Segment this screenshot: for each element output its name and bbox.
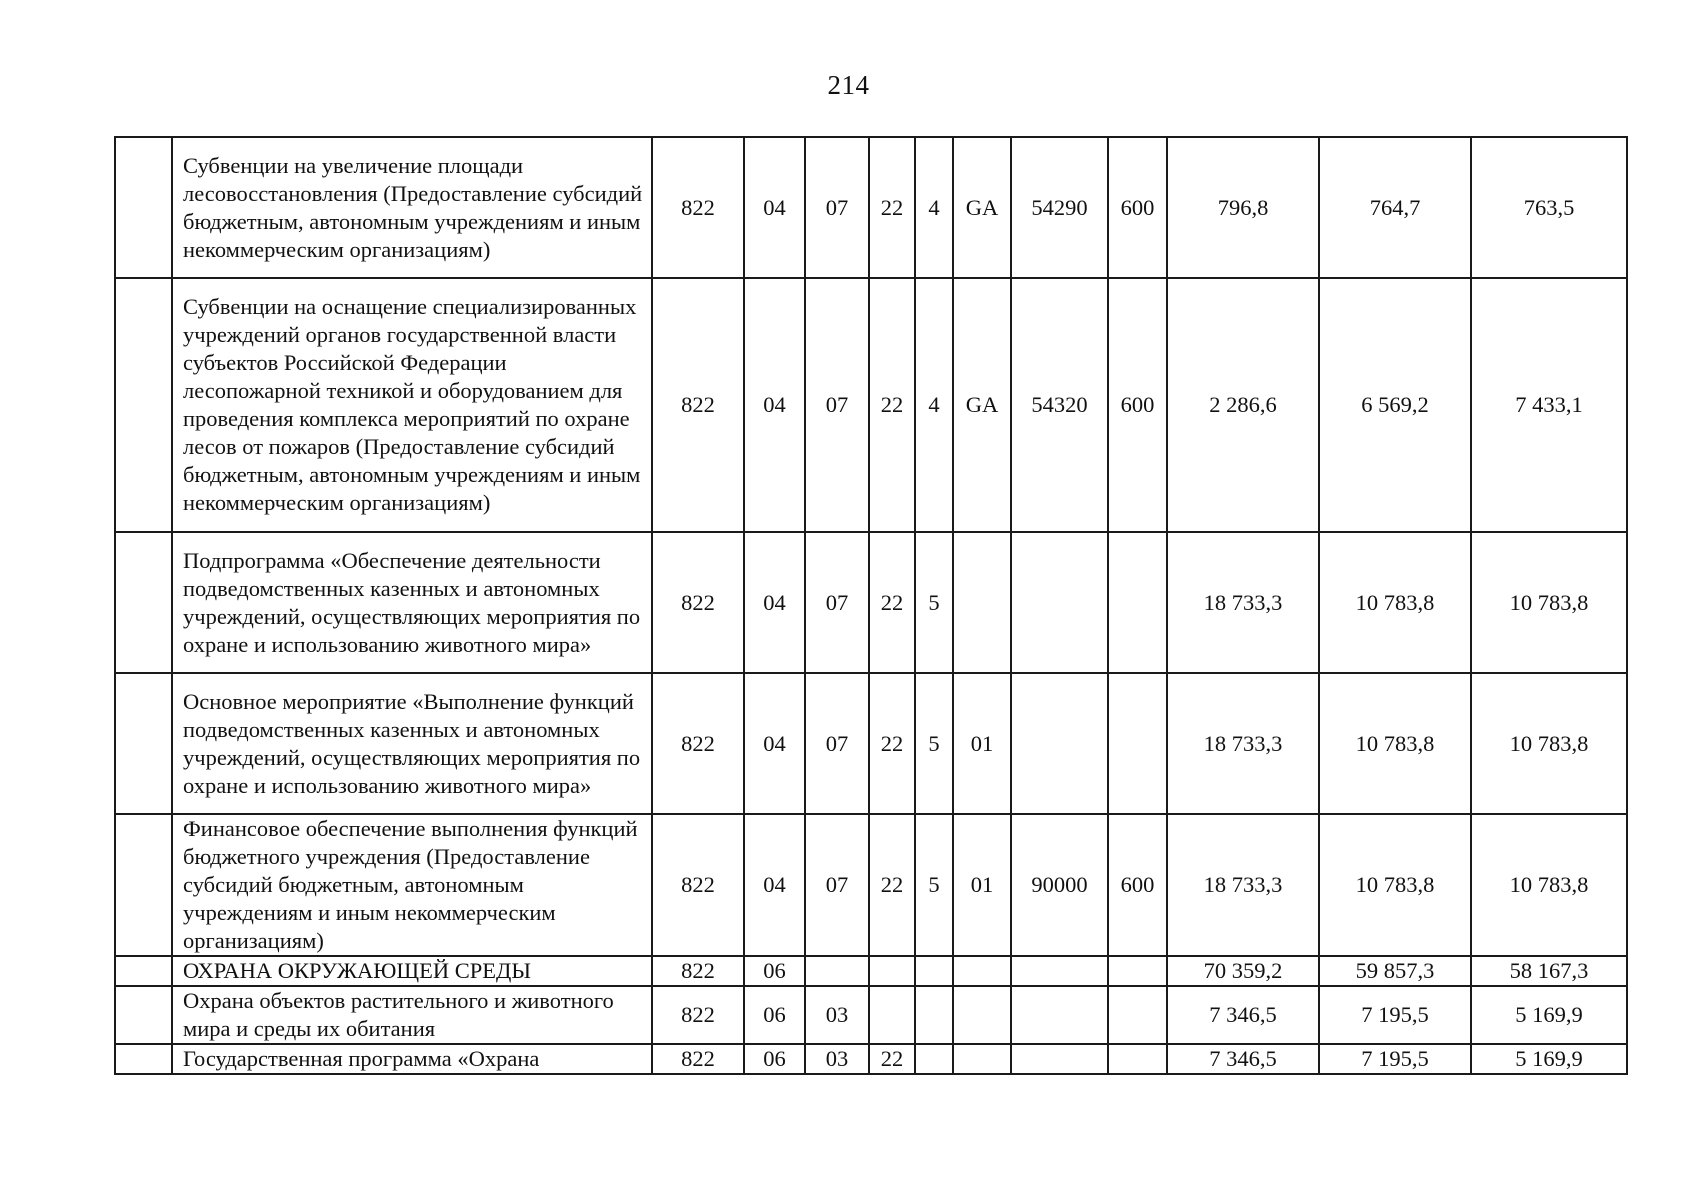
direction-code-cell: 54290 xyxy=(1011,137,1108,278)
subprogram-code-cell: 5 xyxy=(915,814,953,956)
row-index-cell xyxy=(115,1044,172,1074)
amount-year2-cell: 7 195,5 xyxy=(1319,986,1471,1044)
table-row xyxy=(115,137,1627,278)
expense-type-cell: 600 xyxy=(1108,137,1167,278)
amount-year2-cell: 764,7 xyxy=(1319,137,1471,278)
rz-cell: 06 xyxy=(744,956,805,986)
rz-cell: 04 xyxy=(744,673,805,814)
direction-code-cell: 54320 xyxy=(1011,278,1108,532)
expense-type-cell xyxy=(1108,956,1167,986)
amount-year1-cell: 7 346,5 xyxy=(1167,1044,1319,1074)
item-name-cell: Основное мероприятие «Выполнение функций подведомственных казенных и автономных учреждений, осуществляющих мероприятия по охране и использованию животного мира» xyxy=(172,673,652,814)
item-name-cell: ОХРАНА ОКРУЖАЮЩЕЙ СРЕДЫ xyxy=(172,956,652,986)
expense-type-cell: 600 xyxy=(1108,278,1167,532)
ved-cell: 822 xyxy=(652,673,744,814)
amount-year2-cell: 59 857,3 xyxy=(1319,956,1471,986)
table-row xyxy=(115,278,1627,532)
item-name-cell: Охрана объектов растительного и животного мира и среды их обитания xyxy=(172,986,652,1044)
rz-cell: 04 xyxy=(744,278,805,532)
direction-code-cell xyxy=(1011,673,1108,814)
event-code-cell: 01 xyxy=(953,814,1011,956)
amount-year1-cell: 796,8 xyxy=(1167,137,1319,278)
event-code-cell: GA xyxy=(953,137,1011,278)
program-code-cell: 22 xyxy=(869,673,915,814)
ved-cell: 822 xyxy=(652,1044,744,1074)
item-name-cell: Субвенции на увеличение площади лесовосстановления (Предоставление субсидий бюджетным, автономным учреждениям и иным некоммерческим организациям) xyxy=(172,137,652,278)
event-code-cell xyxy=(953,532,1011,673)
program-code-cell xyxy=(869,986,915,1044)
item-name-cell: Государственная программа «Охрана xyxy=(172,1044,652,1074)
amount-year1-cell: 18 733,3 xyxy=(1167,532,1319,673)
event-code-cell xyxy=(953,956,1011,986)
amount-year1-cell: 18 733,3 xyxy=(1167,814,1319,956)
direction-code-cell xyxy=(1011,956,1108,986)
amount-year1-cell: 7 346,5 xyxy=(1167,986,1319,1044)
rz-cell: 04 xyxy=(744,532,805,673)
event-code-cell xyxy=(953,986,1011,1044)
amount-year1-cell: 18 733,3 xyxy=(1167,673,1319,814)
amount-year2-cell: 7 195,5 xyxy=(1319,1044,1471,1074)
subprogram-code-cell xyxy=(915,1044,953,1074)
expense-type-cell xyxy=(1108,532,1167,673)
item-name-cell: Подпрограмма «Обеспечение деятельности подведомственных казенных и автономных учреждений, осуществляющих мероприятия по охране и использованию животного мира» xyxy=(172,532,652,673)
amount-year2-cell: 6 569,2 xyxy=(1319,278,1471,532)
ved-cell: 822 xyxy=(652,956,744,986)
rz-cell: 06 xyxy=(744,1044,805,1074)
table-row xyxy=(115,1044,1627,1074)
row-index-cell xyxy=(115,278,172,532)
table-row xyxy=(115,814,1627,956)
direction-code-cell: 90000 xyxy=(1011,814,1108,956)
amount-year3-cell: 10 783,8 xyxy=(1471,814,1627,956)
pr-cell: 07 xyxy=(805,532,869,673)
budget-table xyxy=(114,136,1628,1075)
amount-year2-cell: 10 783,8 xyxy=(1319,532,1471,673)
table-row xyxy=(115,532,1627,673)
amount-year2-cell: 10 783,8 xyxy=(1319,814,1471,956)
ved-cell: 822 xyxy=(652,814,744,956)
subprogram-code-cell xyxy=(915,956,953,986)
program-code-cell: 22 xyxy=(869,1044,915,1074)
pr-cell: 07 xyxy=(805,278,869,532)
event-code-cell: 01 xyxy=(953,673,1011,814)
event-code-cell: GA xyxy=(953,278,1011,532)
pr-cell: 07 xyxy=(805,814,869,956)
amount-year3-cell: 58 167,3 xyxy=(1471,956,1627,986)
program-code-cell xyxy=(869,956,915,986)
item-name-cell: Финансовое обеспечение выполнения функций бюджетного учреждения (Предоставление субсидий бюджетным, автономным учреждениям и иным некоммерческим организациям) xyxy=(172,814,652,956)
subprogram-code-cell: 5 xyxy=(915,673,953,814)
direction-code-cell xyxy=(1011,1044,1108,1074)
pr-cell: 03 xyxy=(805,1044,869,1074)
amount-year1-cell: 70 359,2 xyxy=(1167,956,1319,986)
amount-year1-cell: 2 286,6 xyxy=(1167,278,1319,532)
event-code-cell xyxy=(953,1044,1011,1074)
subprogram-code-cell: 4 xyxy=(915,278,953,532)
amount-year3-cell: 7 433,1 xyxy=(1471,278,1627,532)
item-name-cell: Субвенции на оснащение специализированных учреждений органов государственной власти субъектов Российской Федерации лесопожарной техникой и оборудованием для проведения комплекса мероприятий по охране лесов от пожаров (Предоставление субсидий бюджетным, автономным учреждениям и иным некоммерческим организациям) xyxy=(172,278,652,532)
subprogram-code-cell xyxy=(915,986,953,1044)
program-code-cell: 22 xyxy=(869,278,915,532)
amount-year3-cell: 763,5 xyxy=(1471,137,1627,278)
pr-cell: 07 xyxy=(805,673,869,814)
subprogram-code-cell: 5 xyxy=(915,532,953,673)
amount-year3-cell: 10 783,8 xyxy=(1471,532,1627,673)
amount-year3-cell: 5 169,9 xyxy=(1471,986,1627,1044)
amount-year3-cell: 5 169,9 xyxy=(1471,1044,1627,1074)
row-index-cell xyxy=(115,137,172,278)
expense-type-cell xyxy=(1108,673,1167,814)
amount-year3-cell: 10 783,8 xyxy=(1471,673,1627,814)
table-row xyxy=(115,956,1627,986)
pr-cell: 03 xyxy=(805,986,869,1044)
table-row xyxy=(115,673,1627,814)
ved-cell: 822 xyxy=(652,532,744,673)
pr-cell xyxy=(805,956,869,986)
ved-cell: 822 xyxy=(652,986,744,1044)
rz-cell: 04 xyxy=(744,137,805,278)
ved-cell: 822 xyxy=(652,278,744,532)
expense-type-cell xyxy=(1108,986,1167,1044)
row-index-cell xyxy=(115,986,172,1044)
table-row xyxy=(115,986,1627,1044)
rz-cell: 06 xyxy=(744,986,805,1044)
rz-cell: 04 xyxy=(744,814,805,956)
row-index-cell xyxy=(115,956,172,986)
amount-year2-cell: 10 783,8 xyxy=(1319,673,1471,814)
row-index-cell xyxy=(115,814,172,956)
program-code-cell: 22 xyxy=(869,137,915,278)
subprogram-code-cell: 4 xyxy=(915,137,953,278)
direction-code-cell xyxy=(1011,986,1108,1044)
program-code-cell: 22 xyxy=(869,814,915,956)
direction-code-cell xyxy=(1011,532,1108,673)
pr-cell: 07 xyxy=(805,137,869,278)
page-number: 214 xyxy=(827,70,870,100)
program-code-cell: 22 xyxy=(869,532,915,673)
row-index-cell xyxy=(115,673,172,814)
expense-type-cell: 600 xyxy=(1108,814,1167,956)
ved-cell: 822 xyxy=(652,137,744,278)
row-index-cell xyxy=(115,532,172,673)
expense-type-cell xyxy=(1108,1044,1167,1074)
